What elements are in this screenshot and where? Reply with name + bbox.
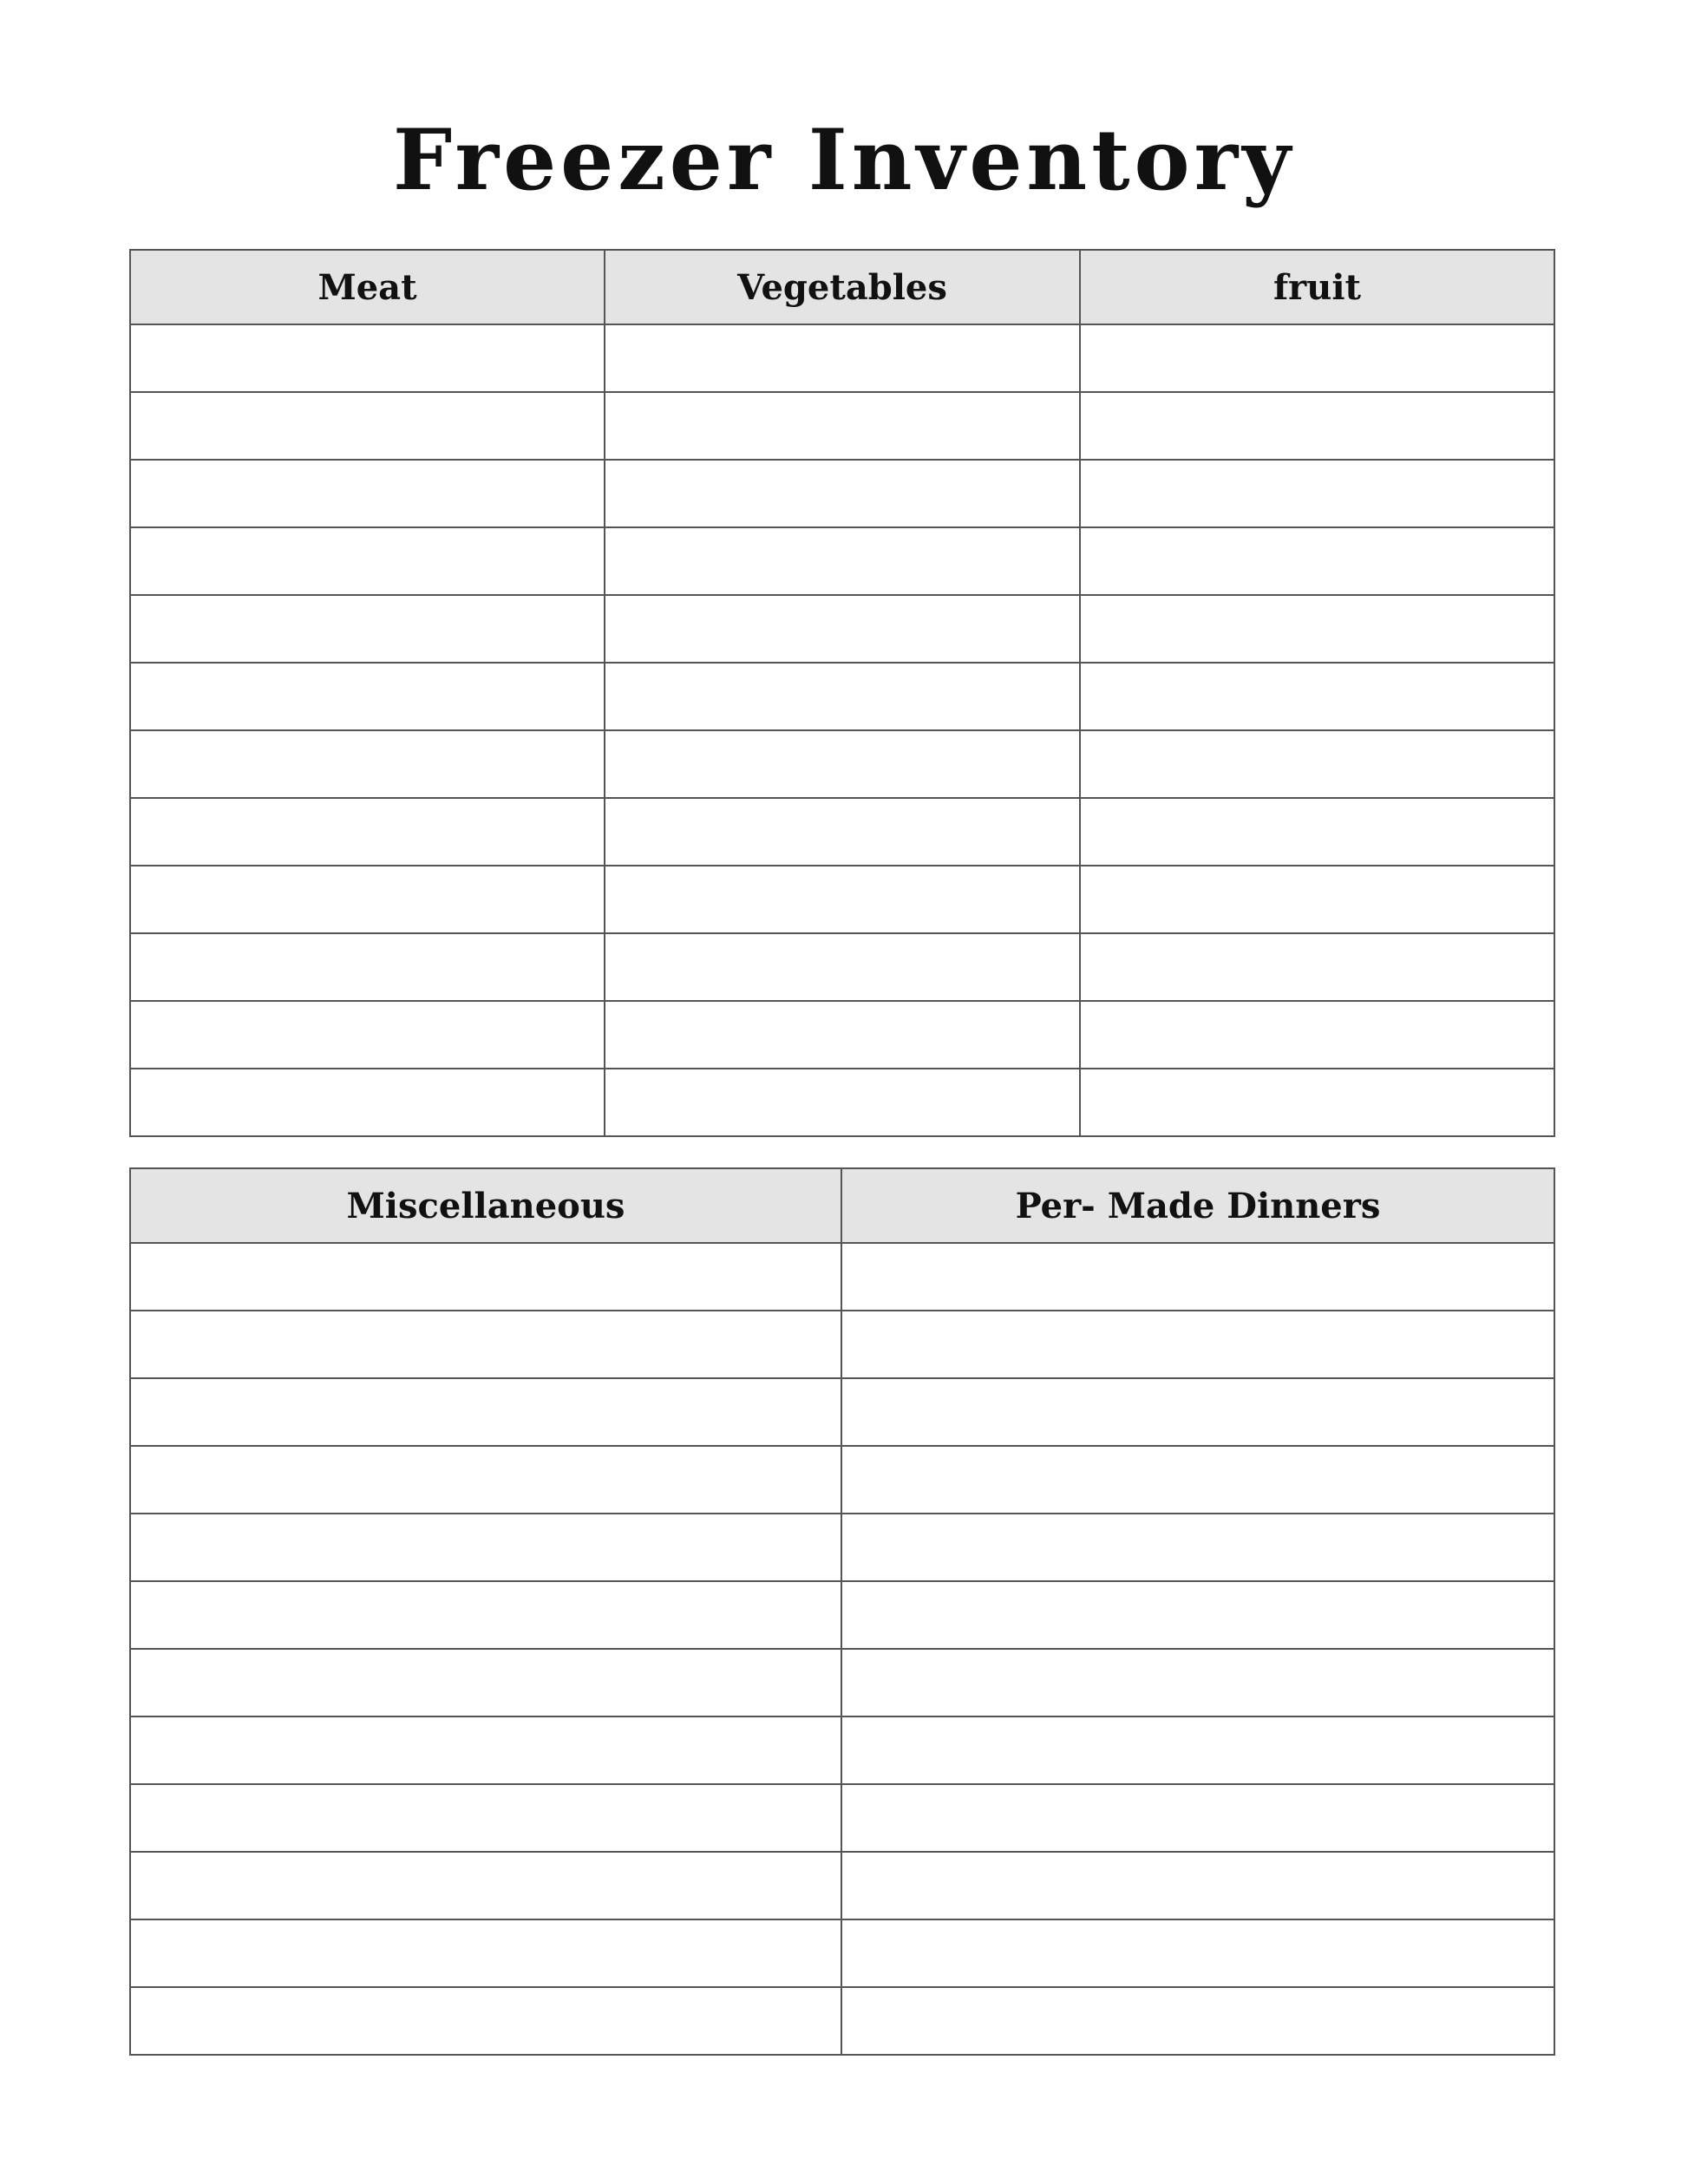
column-header-pre-made-dinners: Per- Made Dinners	[841, 1168, 1554, 1243]
table-cell	[605, 1069, 1080, 1136]
table-row	[130, 1378, 1554, 1446]
table-row	[130, 1987, 1554, 2055]
table-cell	[841, 1446, 1554, 1514]
header-row	[130, 1168, 1554, 1243]
table-row	[130, 663, 1554, 730]
page-title: Freezer Inventory	[393, 111, 1295, 209]
table-cell	[605, 798, 1080, 866]
inventory-table-top	[129, 249, 1555, 1137]
table-cell	[605, 866, 1080, 933]
table-row	[130, 1514, 1554, 1581]
table-row	[130, 1069, 1554, 1136]
table-row	[130, 527, 1554, 595]
table-row	[130, 866, 1554, 933]
table-cell	[841, 1649, 1554, 1716]
table-row	[130, 730, 1554, 798]
table-cell	[1080, 460, 1554, 527]
table-cell	[605, 663, 1080, 730]
table-cell	[841, 1784, 1554, 1852]
table-row	[130, 324, 1554, 392]
table-cell	[1080, 392, 1554, 460]
column-header-vegetables: Vegetables	[605, 250, 1080, 324]
table-cell	[841, 1852, 1554, 1919]
table-cell	[841, 1716, 1554, 1784]
table-cell	[130, 1514, 841, 1581]
table-cell	[130, 1919, 841, 1987]
table-cell	[605, 933, 1080, 1001]
table-row	[130, 595, 1554, 663]
table-cell	[130, 595, 605, 663]
table-cell	[605, 1001, 1080, 1069]
table-cell	[841, 1919, 1554, 1987]
table-cell	[841, 1311, 1554, 1378]
table-cell	[1080, 798, 1554, 866]
table-cell	[130, 1446, 841, 1514]
table-row	[130, 1311, 1554, 1378]
table-cell	[130, 392, 605, 460]
column-header-meat: Meat	[130, 250, 605, 324]
table-cell	[605, 527, 1080, 595]
inventory-table-bottom	[129, 1167, 1555, 2056]
table-row	[130, 392, 1554, 460]
table-cell	[1080, 866, 1554, 933]
table-cell	[1080, 663, 1554, 730]
table-cell	[841, 1987, 1554, 2055]
column-header-fruit: fruit	[1080, 250, 1554, 324]
table-cell	[1080, 1001, 1554, 1069]
table-cell	[605, 392, 1080, 460]
table-row	[130, 460, 1554, 527]
table-cell	[605, 730, 1080, 798]
table-cell	[841, 1514, 1554, 1581]
table-cell	[130, 1581, 841, 1649]
table-cell	[130, 933, 605, 1001]
column-header-miscellaneous: Miscellaneous	[130, 1168, 841, 1243]
table-cell	[130, 1311, 841, 1378]
table-cell	[130, 1784, 841, 1852]
table-cell	[130, 1649, 841, 1716]
table-cell	[841, 1378, 1554, 1446]
table-cell	[130, 1716, 841, 1784]
table-row	[130, 1716, 1554, 1784]
table-cell	[130, 798, 605, 866]
table-cell	[130, 1001, 605, 1069]
table-cell	[130, 730, 605, 798]
table-cell	[130, 460, 605, 527]
table-row	[130, 1852, 1554, 1919]
table-cell	[130, 1378, 841, 1446]
header-row	[130, 250, 1554, 324]
table-row	[130, 1919, 1554, 1987]
table-cell	[1080, 595, 1554, 663]
table-cell	[130, 1069, 605, 1136]
table-cell	[1080, 324, 1554, 392]
table-cell	[130, 663, 605, 730]
table-cell	[1080, 933, 1554, 1001]
table-cell	[130, 1852, 841, 1919]
table-cell	[130, 527, 605, 595]
table-cell	[841, 1243, 1554, 1311]
table-cell	[130, 866, 605, 933]
table-row	[130, 1001, 1554, 1069]
table-row	[130, 1243, 1554, 1311]
table-row	[130, 1649, 1554, 1716]
table-row	[130, 1581, 1554, 1649]
table-row	[130, 798, 1554, 866]
table-cell	[1080, 527, 1554, 595]
table-cell	[130, 1243, 841, 1311]
table-cell	[1080, 1069, 1554, 1136]
table-cell	[605, 595, 1080, 663]
table-row	[130, 1446, 1554, 1514]
table-row	[130, 1784, 1554, 1852]
table-cell	[1080, 730, 1554, 798]
table-row	[130, 933, 1554, 1001]
table-cell	[605, 460, 1080, 527]
table-cell	[130, 324, 605, 392]
table-cell	[130, 1987, 841, 2055]
table-cell	[841, 1581, 1554, 1649]
table-cell	[605, 324, 1080, 392]
